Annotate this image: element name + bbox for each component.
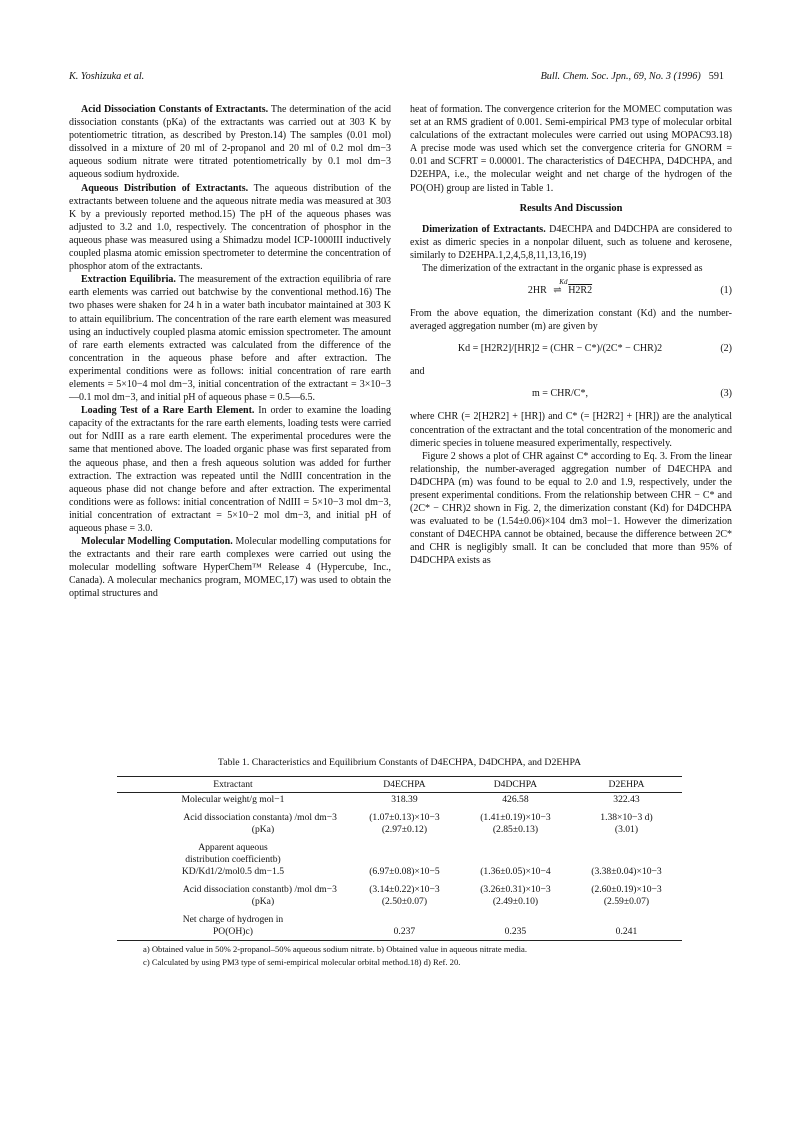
paragraph-continued: heat of formation. The convergence criterion for the MOMEC computation was set at an RMS gradient of 0.001. Semi-empirical PM3 type of molecular orbital calculations of the extractant molecules were carried out using MOPAC93.18) A precise mode was used which set the convergence criteria for GNORM = 0.01 and SCFRT = 0.00001. The characteristics of D4ECHPA, D4DCHPA, and D2EHPA, i.e., the molecular weight and net charge of the hydrogen of the PO(OH) group are listed in Table 1. [410,104,732,194]
table-row [117,793,682,806]
table-1 [117,757,682,967]
equation-3 [410,382,732,406]
table-cell: (6.97±0.08)×10−5 [369,866,440,877]
paragraph-figure-2: Figure 2 shows a plot of CHR against C* according to Eq. 3. From the linear relationship, the number-averaged aggregation number of D4ECHPA and D4DCHPA (m) was found to be equal to 2.0 and 1.9, respectively, under the present experimental conditions. From the relationship between CHR − C* and (2C* − CHR)2 shown in Fig. 2, the dimerization constant (Kd) for D4DCHPA was evaluated to be (1.54±0.06)×104 dm3 mol−1. However the dimerization constant of D4ECHPA cannot be obtained, because the difference between 2C* and CHR is negligibly small. It can be concluded that more than 95% of D4DCHPA exists as [410,450,732,567]
left-column [69,103,391,601]
run-in-heading: Loading Test of a Rare Earth Element. [81,405,255,417]
table-cell: 0.241 [615,926,638,937]
paragraph-acid-dissociation [69,103,391,182]
table-cell [460,907,571,925]
table-cell: (2.49±0.10) [492,896,539,907]
right-column [410,103,732,568]
table-cell: (3.38±0.04)×10−3 [591,866,662,877]
equation-3-body: m = CHR/C*, [532,388,588,400]
paragraph-text: The measurement of the extraction equilibria of rare earth elements was carried out batchwise by the conventional method.16) The two phases were shaken for 24 h in a water bath incubator maintained at 303 K to attain equilibrium. The concentration of the rare earth element was measured using an inductively coupled plasma atomic emission spectrometer. The amount of rare earth elements extracted was calculated from the difference of the concentration in the aqueous phase before and after extraction. The experimental conditions were as follows: initial concentration of rare earth elements = 5×10−4 mol dm−3, initial concentration of the extractant = 3×10−3—0.1 mol dm−3, and initial pH of aqueous phase = 0.5—6.5. [69,274,391,404]
header-authors: K. Yoshizuka et al. [69,71,145,82]
table-cell: 318.39 [391,794,418,805]
table-caption: Table 1. Characteristics and Equilibrium Constants of D4ECHPA, D4DCHPA, and D2EHPA [217,757,582,768]
table-cell: (2.59±0.07) [603,896,650,907]
table-cell: (2.50±0.07) [381,896,428,907]
table-cell [571,853,682,865]
row-label: (pKa) [251,896,275,907]
run-in-heading: Molecular Modelling Computation. [81,536,233,548]
row-label: Acid dissociation constantb) /mol dm−3 [182,884,337,895]
eq1-arrow-label: Kd [559,278,568,287]
table-cell: 0.235 [504,926,527,937]
row-label: (pKa) [251,824,275,835]
paragraph-text: The aqueous distribution of the extractants between toluene and the aqueous nitrate media was measured at 303 K by a previously reported method.15) The pH of the aqueous phases was adjusted to 3.2 and 1.0, respectively. The concentration of phosphor in the aqueous phase was measured using a Shimadzu model ICP-1000III inductively coupled plasma atomic emission spectrometer to determine the concentration of phosphor atom of the extractants. [69,182,392,273]
paragraph-text: The determination of the acid dissociation constants (pKa) of the extractants was carried out at 303 K by potentiometric titration, as described by Preston.14) The samples (0.01 mol) dissolved in a mixture of 20 ml of 2-propanol and 20 ml of 0.2 mol dm−3 aqueous sodium nitrate were titrated potentiometrically by 0.1 mol dm−3 aqueous sodium hydroxide. [69,104,391,181]
table-cell [349,853,460,865]
header-journal: Bull. Chem. Soc. Jpn., 69, No. 3 (1996) [540,71,701,82]
section-title: Results And Discussion [519,202,623,214]
table-row [117,823,682,835]
table-cell: (1.41±0.19)×10−3 [480,812,551,823]
table-bottom-rule [117,940,682,941]
table-row [117,907,682,925]
row-label: KD/Kd1/2/mol0.5 dm−1.5 [181,866,285,877]
table-header-row [117,777,682,793]
table-cell: (1.07±0.13)×10−3 [369,812,440,823]
table-row [117,925,682,940]
table-footnote: a) Obtained value in 50% 2-propanol–50% aqueous sodium nitrate. b) Obtained value in aqueous nitrate media. [143,944,527,954]
paragraph-text: In order to examine the loading capacity of the extractants for the rare earth elements, loading tests were carried out for NdIII as a rare earth element. The experimental procedures were the same that mentioned above. The loaded organic phase was first separated from the aqueous phase, and then a fresh aqueous solution was added for further extraction. The extraction was repeated until the NdIII concentration in the aqueous phase did not change before and after extraction. The experimental conditions were as follows: initial concentration of NdIII = 5×10−3 mol dm−3, initial concentration of extractant = 5×10−2 mol dm−3, and initial pH of aqueous phase = 3.0. [69,405,391,534]
run-in-heading: Aqueous Distribution of Extractants. [81,182,249,194]
table-row [117,895,682,907]
eq1-product: H2R2 [568,285,593,297]
run-in-heading: Dimerization of Extractants. [422,223,546,235]
table-cell: (1.36±0.05)×10−4 [480,866,551,877]
data-table [117,777,682,940]
table-cell [349,907,460,925]
table-cell: (2.60±0.19)×10−3 [591,884,662,895]
header-page-number: 591 [708,71,724,82]
table-cell: 0.237 [393,926,416,937]
equation-1 [410,279,732,303]
paragraph-loading-test [69,404,391,535]
table-cell: (2.85±0.13) [492,824,539,835]
equation-2 [410,337,732,361]
run-in-heading: Extraction Equilibria. [81,274,176,286]
paragraph-extraction-equilibria [69,273,391,404]
table-cell [349,835,460,853]
column-header: D4DCHPA [460,777,571,793]
paragraph-where: where CHR (= 2[H2R2] + [HR]) and C* (= [H2R2] + [HR]) are the analytical concentration of the extractant and the total concentration of the monomeric and dimeric species in toluene measured experimentally, respectively. [410,411,732,449]
paragraph-dimerization [410,223,732,262]
and-text: and [410,366,425,378]
table-footnote: c) Calculated by using PM3 type of semi-empirical molecular orbital method.18) d) Ref. 20. [143,957,461,967]
run-in-heading: Acid Dissociation Constants of Extractants. [81,104,269,115]
paragraph-text: Molecular modelling computations for the extractants and their rare earth complexes were carried out using the molecular modelling software HyperChem™ Release 4 (Hypercube, Inc., Canada). A molecular mechanics program, MOMEC,17) was used to obtain the optimal structures and [69,536,392,600]
table-cell: (3.26±0.31)×10−3 [480,884,551,895]
table-row [117,805,682,823]
row-label: PO(OH)c) [212,926,253,937]
row-label: distribution coefficientb) [185,854,281,865]
table-row [117,877,682,895]
table-row [117,853,682,865]
table-cell: 1.38×10−3 d) [600,812,653,823]
column-header: D4ECHPA [349,777,460,793]
table-row [117,865,682,877]
paragraph-aqueous-distribution [69,182,391,274]
table-cell: 322.43 [613,794,640,805]
row-label: Net charge of hydrogen in [182,914,284,925]
header-journal-ref [541,71,724,82]
table-cell [460,835,571,853]
table-cell [460,853,571,865]
paragraph-dimerization-expr: The dimerization of the extractant in the organic phase is expressed as [422,263,703,275]
table-row [117,835,682,853]
table-cell: (3.01) [614,824,639,835]
equation-2-body: Kd = [H2R2]/[HR]2 = (CHR − C*)/(2C* − CHR)2 [457,343,663,355]
table-cell [571,835,682,853]
equilibrium-arrow-icon: ⇌ Kd [553,278,568,297]
row-label: Apparent aqueous [198,842,268,853]
paragraph-given-by: From the above equation, the dimerization constant (Kd) and the number-averaged aggregation number (m) are given by [410,308,732,333]
equation-2-number: (2) [720,343,732,355]
row-label: Molecular weight/g mol−1 [181,794,285,805]
equation-3-number: (3) [720,388,732,400]
paragraph-molecular-modelling [69,535,391,600]
table-cell: 426.58 [502,794,529,805]
table-cell: (3.14±0.22)×10−3 [369,884,440,895]
equation-1-body [410,278,710,297]
column-header: Extractant [117,777,349,793]
column-header: D2EHPA [571,777,682,793]
equation-1-number: (1) [720,285,732,297]
running-head [69,71,724,85]
row-label: Acid dissociation constanta) /mol dm−3 [183,812,337,823]
table-cell [571,907,682,925]
paragraph-text: D4ECHPA and D4DCHPA are considered to exist as dimeric species in a nonpolar diluent, such as toluene and kerosene, similarly to D2EHPA.1,2,4,5,8,11,13,16,19) [410,223,732,261]
eq1-reactant: 2HR [527,285,547,297]
table-cell: (2.97±0.12) [381,824,428,835]
